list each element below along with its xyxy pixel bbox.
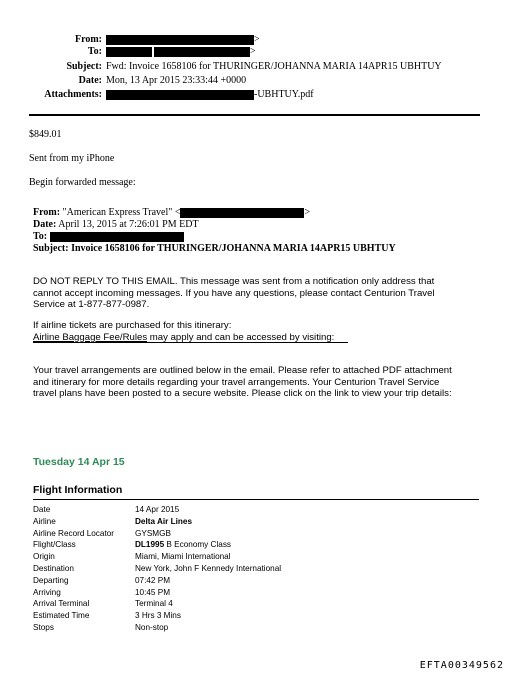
redacted-fwd-from	[180, 208, 304, 218]
baggage-line-2-rest: may apply and can be accessed by visiting:	[147, 331, 335, 343]
from-gt: >	[254, 34, 260, 45]
flight-row-label: Departing	[33, 575, 69, 585]
fwd-from-value: "American Express Travel" <	[62, 207, 181, 218]
signature-text: Sent from my iPhone	[29, 153, 115, 164]
arrangements-paragraph	[33, 365, 452, 400]
redacted-attachment	[106, 90, 254, 100]
flight-row-label: Date	[33, 505, 51, 514]
baggage-paragraph	[33, 320, 334, 343]
flight-row-value	[135, 539, 231, 551]
arrangements-line-2: and itinerary for more details regarding your travel arrangements. Your Centurion Travel Service	[33, 376, 440, 388]
flight-row-label: Airline	[33, 516, 56, 526]
fwd-from-row	[33, 207, 310, 219]
baggage-fee-link[interactable]: Airline Baggage Fee/Rules	[33, 331, 148, 343]
fwd-to-label: To:	[33, 231, 48, 242]
fwd-subject-row	[33, 243, 396, 255]
fwd-from-gt: >	[304, 207, 311, 218]
date-label: Date:	[78, 75, 102, 86]
arrangements-line-1: Your travel arrangements are outlined below in the email. Please refer to attached PDF attachment	[33, 365, 452, 376]
flight-row-label: Flight/Class	[33, 540, 76, 550]
flight-row-label: Destination	[33, 564, 74, 573]
arrangements-line-3: travel plans have been posted to a secure website. Please click on the link to view your trip details:	[33, 388, 452, 399]
flight-row-value: GYSMGB	[135, 528, 171, 538]
flight-row-label: Arriving	[33, 587, 61, 597]
flight-row-value: Delta Air Lines	[135, 516, 193, 526]
flight-info-rule	[33, 499, 479, 500]
subject-label: Subject:	[66, 61, 102, 72]
to-gt: >	[250, 46, 256, 57]
fwd-subject-label: Subject:	[33, 243, 69, 254]
notice-line-2: cannot accept incoming messages. If you have any questions, please contact Centurion Travel	[33, 287, 435, 299]
forward-intro: Begin forwarded message:	[29, 177, 136, 188]
fwd-to-row	[33, 231, 184, 243]
fwd-date-value: April 13, 2015 at 7:26:01 PM EDT	[58, 219, 199, 230]
baggage-line-1: If airline tickets are purchased for this itinerary:	[33, 320, 232, 331]
document-id: EFTA00349562	[419, 660, 504, 671]
attachment-link[interactable]: -UBHTUY.pdf	[254, 89, 314, 100]
flight-row-value: Miami, Miami International	[135, 552, 231, 562]
fwd-date-label: Date:	[33, 219, 57, 230]
redacted-from	[106, 35, 254, 45]
flight-row-value: Terminal 4	[135, 599, 173, 609]
redacted-to-2	[154, 47, 250, 57]
fwd-from-label: From:	[33, 207, 61, 218]
fwd-date-row	[33, 219, 199, 231]
redacted-to-1	[106, 47, 152, 57]
flight-row-value: 14 Apr 2015	[135, 505, 180, 514]
notice-paragraph	[33, 276, 435, 311]
flight-row-label: Estimated Time	[33, 611, 90, 621]
fwd-subject-value: Invoice 1658106 for THURINGER/JOHANNA MARIA 14APR15 UBHTUY	[71, 243, 396, 254]
attachments-label: Attachments:	[44, 89, 102, 100]
flight-info-title: Flight Information	[33, 484, 123, 496]
notice-line-3: Service at 1-877-877-0987.	[33, 299, 150, 310]
amount-text: $849.01	[29, 129, 62, 140]
to-label: To:	[87, 46, 102, 57]
flight-row-value: 3 Hrs 3 Mins	[135, 611, 181, 621]
subject-value: Fwd: Invoice 1658106 for THURINGER/JOHANNA MARIA 14APR15 UBHTUY	[106, 61, 442, 72]
baggage-underline-rule	[33, 342, 348, 343]
day-heading: Tuesday 14 Apr 15	[33, 456, 125, 468]
flight-row-value: Non-stop	[135, 623, 169, 632]
flight-row-value: 07:42 PM	[135, 575, 171, 585]
date-value: Mon, 13 Apr 2015 23:33:44 +0000	[106, 75, 247, 86]
flight-number: DL1995	[135, 540, 165, 550]
notice-line-1: DO NOT REPLY TO THIS EMAIL. This message was sent from a notification only address that	[33, 276, 435, 287]
flight-row-value: 10:45 PM	[135, 587, 171, 597]
flight-row-label: Arrival Terminal	[33, 599, 90, 609]
from-label: From:	[74, 34, 102, 45]
redacted-fwd-to	[50, 232, 184, 242]
flight-row-value: New York, John F Kennedy International	[135, 564, 282, 573]
flight-row-label: Stops	[33, 623, 54, 632]
flight-row-label: Airline Record Locator	[33, 528, 115, 538]
header-divider	[29, 114, 480, 116]
flight-row-label: Origin	[33, 552, 55, 562]
flight-class: B Economy Class	[164, 540, 232, 550]
